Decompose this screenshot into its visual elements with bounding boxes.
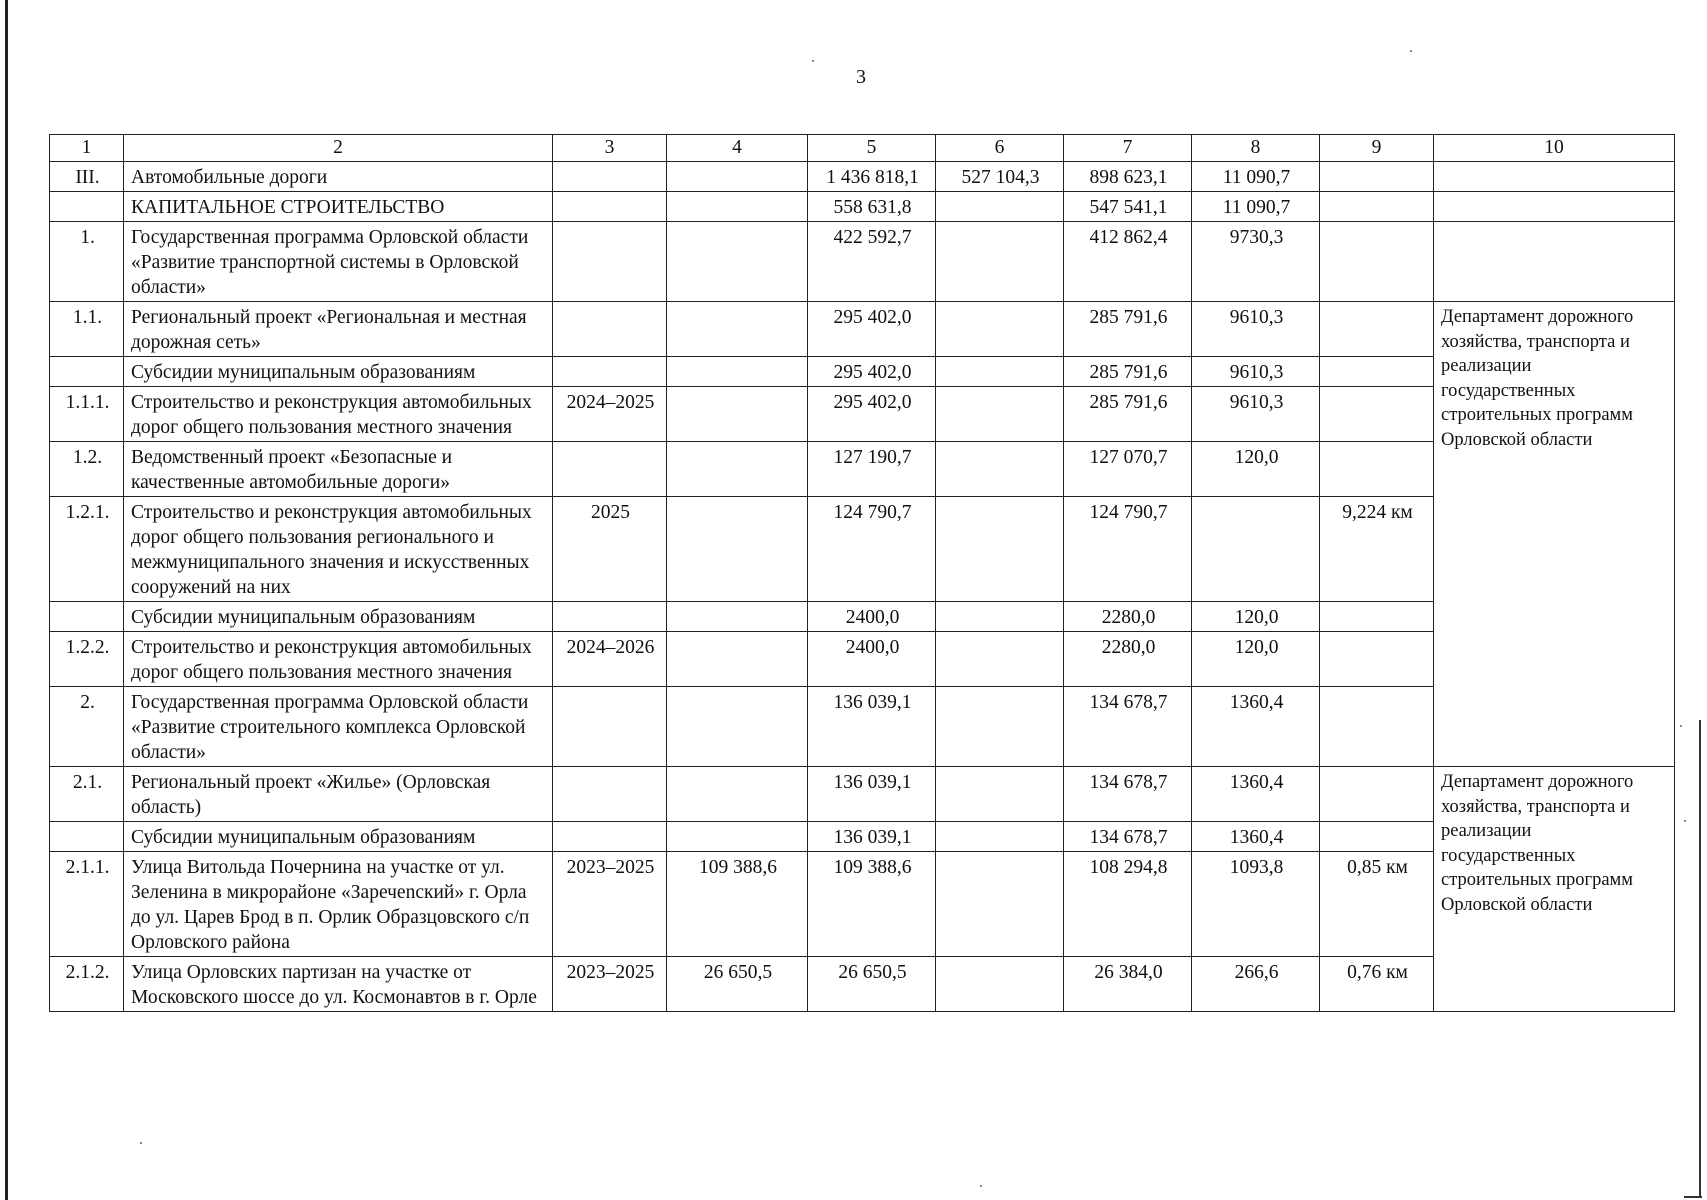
col5-value: 295 402,0 [808, 387, 936, 442]
col4-value: 109 388,6 [667, 852, 808, 957]
period [553, 162, 667, 192]
column-header: 3 [553, 135, 667, 162]
item-name: Региональный проект «Жилье» (Орловская область) [124, 767, 553, 822]
col6-value [936, 632, 1064, 687]
col7-value: 134 678,7 [1064, 767, 1192, 822]
col8-value: 9730,3 [1192, 222, 1320, 302]
col9-value [1320, 687, 1434, 767]
col4-value [667, 192, 808, 222]
col9-value: 0,76 км [1320, 957, 1434, 1012]
col4-value [667, 302, 808, 357]
col5-value: 109 388,6 [808, 852, 936, 957]
responsible-department [1434, 192, 1675, 222]
col6-value [936, 222, 1064, 302]
column-header: 6 [936, 135, 1064, 162]
table-row [50, 302, 1675, 357]
col7-value: 285 791,6 [1064, 357, 1192, 387]
col8-value: 266,6 [1192, 957, 1320, 1012]
period: 2025 [553, 497, 667, 602]
col4-value [667, 687, 808, 767]
col6-value [936, 302, 1064, 357]
col6-value [936, 387, 1064, 442]
col6-value: 527 104,3 [936, 162, 1064, 192]
col7-value: 134 678,7 [1064, 687, 1192, 767]
period [553, 442, 667, 497]
table-row [50, 497, 1675, 602]
item-name: Строительство и реконструкция автомобильных дорог общего пользования местного значения [124, 632, 553, 687]
table-row [50, 357, 1675, 387]
col5-value: 124 790,7 [808, 497, 936, 602]
scan-speck [1410, 50, 1412, 52]
scan-speck [812, 60, 814, 62]
period [553, 602, 667, 632]
col6-value [936, 442, 1064, 497]
table-row [50, 767, 1675, 822]
col7-value: 2280,0 [1064, 602, 1192, 632]
col7-value: 547 541,1 [1064, 192, 1192, 222]
page-edge-bottom [1684, 1196, 1702, 1198]
col6-value [936, 357, 1064, 387]
row-number: III. [50, 162, 124, 192]
column-header: 4 [667, 135, 808, 162]
budget-table [49, 134, 1675, 1012]
col8-value: 1093,8 [1192, 852, 1320, 957]
col4-value [667, 632, 808, 687]
col8-value: 11 090,7 [1192, 162, 1320, 192]
col8-value: 9610,3 [1192, 357, 1320, 387]
column-header: 5 [808, 135, 936, 162]
column-header: 7 [1064, 135, 1192, 162]
col8-value: 9610,3 [1192, 302, 1320, 357]
item-name: Строительство и реконструкция автомобильных дорог общего пользования регионального и межмуниципального значения и искусственных сооружений на них [124, 497, 553, 602]
col8-value: 1360,4 [1192, 822, 1320, 852]
row-number [50, 822, 124, 852]
col7-value: 285 791,6 [1064, 387, 1192, 442]
col7-value: 108 294,8 [1064, 852, 1192, 957]
item-name: Государственная программа Орловской области «Развитие строительного комплекса Орловской области» [124, 687, 553, 767]
row-number [50, 602, 124, 632]
table-row [50, 442, 1675, 497]
col8-value: 120,0 [1192, 602, 1320, 632]
table-row [50, 822, 1675, 852]
col8-value: 9610,3 [1192, 387, 1320, 442]
col9-value [1320, 602, 1434, 632]
col9-value [1320, 442, 1434, 497]
responsible-department [1434, 222, 1675, 302]
col6-value [936, 192, 1064, 222]
row-number [50, 357, 124, 387]
col5-value: 295 402,0 [808, 302, 936, 357]
col4-value [667, 822, 808, 852]
col9-value: 0,85 км [1320, 852, 1434, 957]
col6-value [936, 957, 1064, 1012]
table-row [50, 957, 1675, 1012]
col5-value: 2400,0 [808, 602, 936, 632]
col7-value: 124 790,7 [1064, 497, 1192, 602]
col5-value: 136 039,1 [808, 767, 936, 822]
col5-value: 136 039,1 [808, 822, 936, 852]
col7-value: 127 070,7 [1064, 442, 1192, 497]
col6-value [936, 852, 1064, 957]
col8-value: 120,0 [1192, 442, 1320, 497]
col9-value [1320, 767, 1434, 822]
col8-value: 1360,4 [1192, 687, 1320, 767]
item-name: Ведомственный проект «Безопасные и качественные автомобильные дороги» [124, 442, 553, 497]
column-header: 8 [1192, 135, 1320, 162]
row-number: 1.1. [50, 302, 124, 357]
scan-speck [140, 1142, 142, 1144]
table-row [50, 192, 1675, 222]
period [553, 822, 667, 852]
col6-value [936, 767, 1064, 822]
col6-value [936, 822, 1064, 852]
table-row [50, 852, 1675, 957]
row-number [50, 192, 124, 222]
item-name: Субсидии муниципальным образованиям [124, 602, 553, 632]
col5-value: 127 190,7 [808, 442, 936, 497]
period [553, 687, 667, 767]
col4-value [667, 497, 808, 602]
table-row [50, 687, 1675, 767]
col8-value [1192, 497, 1320, 602]
col9-value [1320, 387, 1434, 442]
scan-speck [1684, 820, 1686, 822]
col6-value [936, 602, 1064, 632]
header-row [50, 135, 1675, 162]
col7-value: 898 623,1 [1064, 162, 1192, 192]
page-number: 3 [856, 66, 866, 88]
col8-value: 11 090,7 [1192, 192, 1320, 222]
item-name: Улица Витольда Почернина на участке от ул. Зеленина в микрорайоне «Заречenский» г. Орла до ул. Царев Брод в п. Орлик Образцовского с/п Орловского района [124, 852, 553, 957]
col5-value: 136 039,1 [808, 687, 936, 767]
col9-value [1320, 357, 1434, 387]
col4-value [667, 442, 808, 497]
responsible-department [1434, 162, 1675, 192]
col4-value [667, 602, 808, 632]
row-number: 1.2.2. [50, 632, 124, 687]
item-name: Улица Орловских партизан на участке от Московского шоссе до ул. Космонавтов в г. Орле [124, 957, 553, 1012]
responsible-department: Департамент дорожного хозяйства, транспорта и реализации государственных строительных программ Орловской области [1434, 767, 1675, 1012]
table-row [50, 387, 1675, 442]
table-row [50, 632, 1675, 687]
col7-value: 412 862,4 [1064, 222, 1192, 302]
column-header: 9 [1320, 135, 1434, 162]
item-name: Субсидии муниципальным образованиям [124, 357, 553, 387]
col4-value [667, 222, 808, 302]
period: 2024–2025 [553, 387, 667, 442]
col7-value: 285 791,6 [1064, 302, 1192, 357]
page-edge-left [5, 0, 8, 1200]
period [553, 357, 667, 387]
column-header: 2 [124, 135, 553, 162]
col9-value [1320, 302, 1434, 357]
item-name: Субсидии муниципальным образованиям [124, 822, 553, 852]
row-number: 2. [50, 687, 124, 767]
col9-value [1320, 192, 1434, 222]
row-number: 2.1. [50, 767, 124, 822]
responsible-department: Департамент дорожного хозяйства, транспорта и реализации государственных строительных программ Орловской области [1434, 302, 1675, 767]
period [553, 767, 667, 822]
col8-value: 120,0 [1192, 632, 1320, 687]
col7-value: 26 384,0 [1064, 957, 1192, 1012]
col7-value: 2280,0 [1064, 632, 1192, 687]
col4-value [667, 767, 808, 822]
col4-value [667, 387, 808, 442]
column-header: 10 [1434, 135, 1675, 162]
row-number: 1. [50, 222, 124, 302]
item-name: КАПИТАЛЬНОЕ СТРОИТЕЛЬСТВО [124, 192, 553, 222]
item-name: Автомобильные дороги [124, 162, 553, 192]
col9-value: 9,224 км [1320, 497, 1434, 602]
table-row [50, 602, 1675, 632]
col4-value [667, 357, 808, 387]
item-name: Региональный проект «Региональная и местная дорожная сеть» [124, 302, 553, 357]
row-number: 1.2.1. [50, 497, 124, 602]
period [553, 222, 667, 302]
row-number: 2.1.1. [50, 852, 124, 957]
col8-value: 1360,4 [1192, 767, 1320, 822]
col5-value: 558 631,8 [808, 192, 936, 222]
col6-value [936, 687, 1064, 767]
page-edge-right [1699, 720, 1701, 1198]
col6-value [936, 497, 1064, 602]
col9-value [1320, 632, 1434, 687]
column-header: 1 [50, 135, 124, 162]
row-number: 1.1.1. [50, 387, 124, 442]
col5-value: 422 592,7 [808, 222, 936, 302]
col9-value [1320, 822, 1434, 852]
row-number: 1.2. [50, 442, 124, 497]
scan-speck [1680, 725, 1682, 727]
col4-value [667, 162, 808, 192]
col5-value: 1 436 818,1 [808, 162, 936, 192]
col5-value: 295 402,0 [808, 357, 936, 387]
scan-speck [980, 1185, 982, 1187]
period [553, 192, 667, 222]
table-row [50, 222, 1675, 302]
item-name: Строительство и реконструкция автомобильных дорог общего пользования местного значения [124, 387, 553, 442]
table-row [50, 162, 1675, 192]
col5-value: 26 650,5 [808, 957, 936, 1012]
period: 2024–2026 [553, 632, 667, 687]
row-number: 2.1.2. [50, 957, 124, 1012]
period [553, 302, 667, 357]
col7-value: 134 678,7 [1064, 822, 1192, 852]
period: 2023–2025 [553, 957, 667, 1012]
col5-value: 2400,0 [808, 632, 936, 687]
period: 2023–2025 [553, 852, 667, 957]
item-name: Государственная программа Орловской области «Развитие транспортной системы в Орловской области» [124, 222, 553, 302]
col9-value [1320, 162, 1434, 192]
col4-value: 26 650,5 [667, 957, 808, 1012]
col9-value [1320, 222, 1434, 302]
